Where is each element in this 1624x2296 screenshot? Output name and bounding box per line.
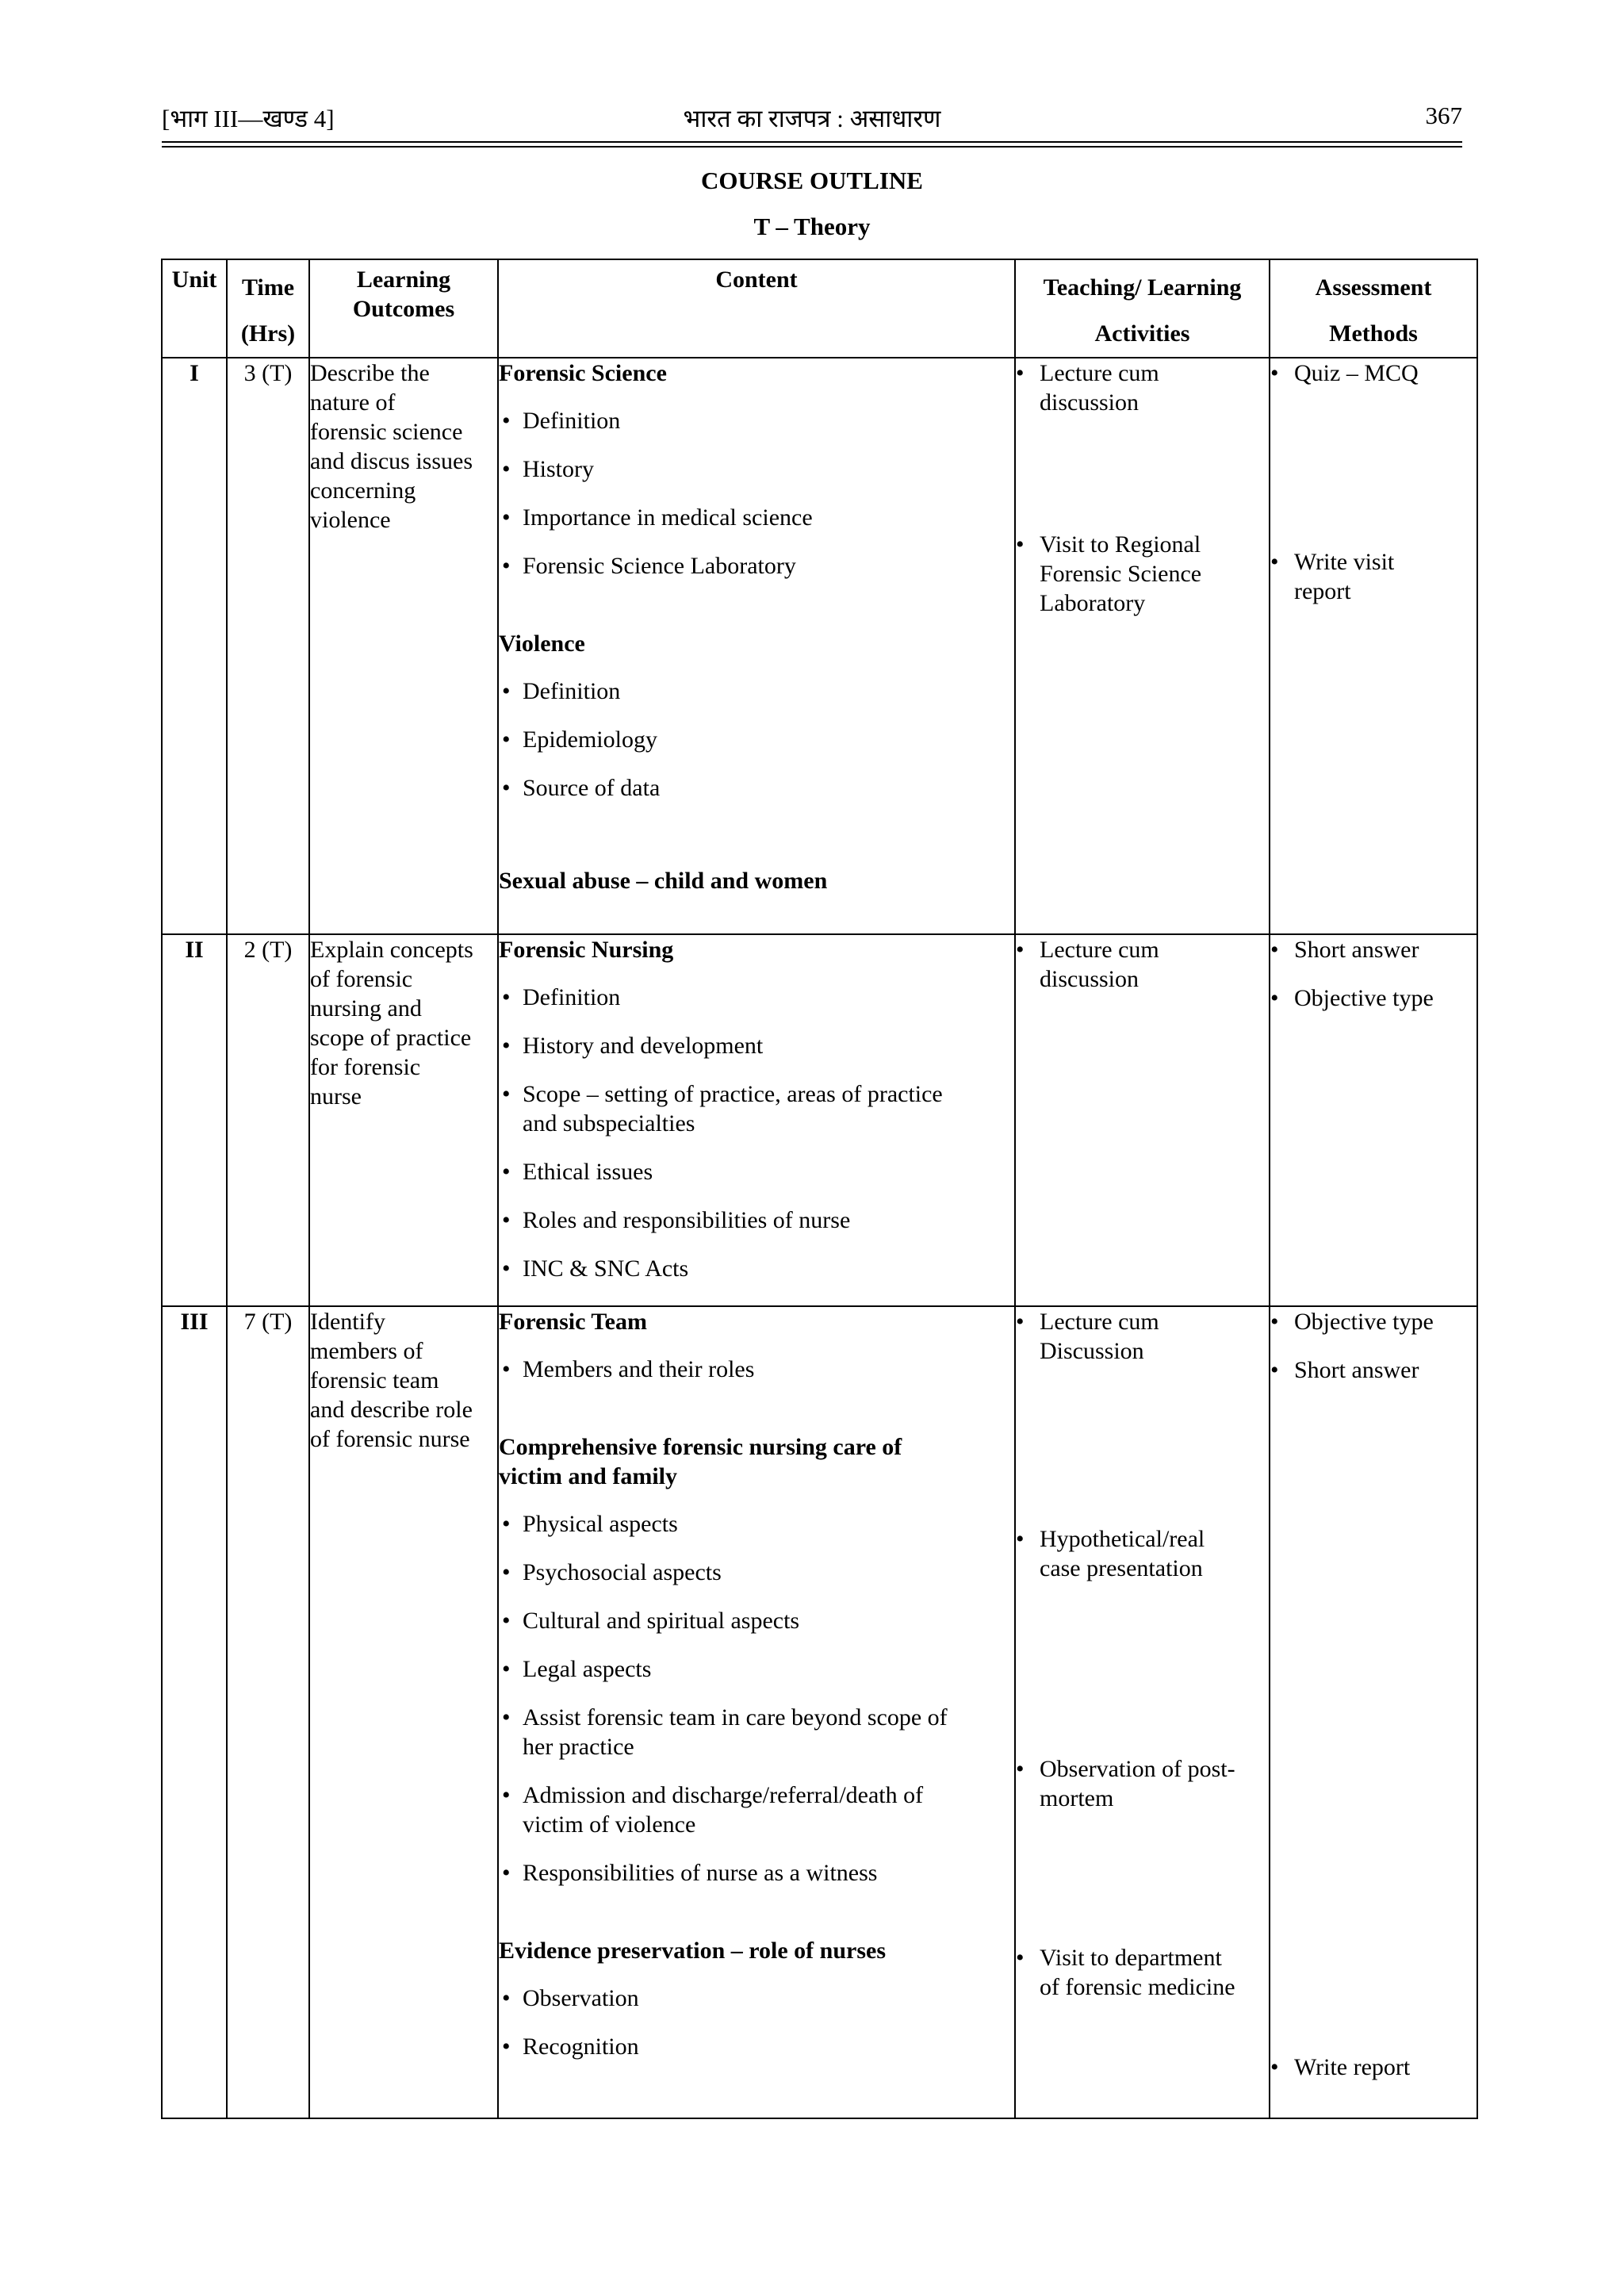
outcome-cell: Identify members of forensic team and describe role of forensic nurse	[309, 1306, 498, 2118]
list-item: • Roles and responsibilities of nurse	[502, 1207, 851, 1233]
list-item: • Importance in medical science	[502, 504, 813, 531]
list-item: • Source of data	[502, 775, 661, 801]
outcome-cell: Explain concepts of forensic nursing and scope of practice for forensic nurse	[309, 934, 498, 1306]
table-body	[162, 358, 1477, 2118]
content-heading: Forensic Science	[499, 360, 667, 386]
list-item: • INC & SNC Acts	[502, 1255, 689, 1282]
content-heading: Forensic Nursing	[499, 937, 674, 963]
list-item: • Assist forensic team in care beyond scope of her practice	[502, 1704, 948, 1760]
header-content: Content	[498, 259, 1015, 358]
header-unit: Unit	[162, 259, 227, 358]
list-item: • Recognition	[502, 2033, 639, 2060]
content-heading: Comprehensive forensic nursing care of victim and family	[499, 1434, 902, 1489]
header-gazette-name: भारत का राजपत्र : असाधारण	[683, 105, 941, 132]
content-heading: Forensic Team	[499, 1309, 647, 1335]
list-item: • Cultural and spiritual aspects	[502, 1608, 800, 1634]
list-item: • Physical aspects	[502, 1511, 678, 1537]
header-learning-outcomes: Learning Outcomes	[309, 259, 498, 358]
activities-cell	[1015, 934, 1270, 1306]
list-item: • Responsibilities of nurse as a witness	[502, 1860, 878, 1886]
list-item: • Definition	[502, 408, 621, 434]
list-item: • Hypothetical/real case presentation	[1016, 1526, 1205, 1581]
document-title: COURSE OUTLINE	[701, 167, 923, 194]
header-part-section: [भाग III—खण्ड 4]	[162, 105, 335, 132]
list-item: • Lecture cum discussion	[1016, 360, 1159, 416]
activities-cell	[1015, 1306, 1270, 2118]
list-item: • Quiz – MCQ	[1270, 360, 1419, 386]
list-item: • Write visit report	[1270, 549, 1395, 604]
list-item: • Legal aspects	[502, 1656, 652, 1682]
page-header	[162, 102, 1462, 133]
content-heading: Evidence preservation – role of nurses	[499, 1938, 887, 1964]
list-item: • Members and their roles	[502, 1356, 755, 1382]
header-assessment: Assessment Methods	[1270, 259, 1477, 358]
header-time: Time (Hrs)	[227, 259, 309, 358]
table-row	[162, 934, 1477, 1306]
activities-cell	[1015, 358, 1270, 934]
list-item: • Scope – setting of practice, areas of practice and subspecialties	[502, 1081, 943, 1137]
list-item: • Observation of post- mortem	[1016, 1756, 1235, 1811]
list-item: • History	[502, 456, 594, 482]
list-item: • Epidemiology	[502, 726, 657, 753]
list-item: • Objective type	[1270, 985, 1434, 1011]
list-item: • Objective type	[1270, 1309, 1434, 1335]
unit-cell: I	[162, 358, 227, 934]
content-cell	[498, 934, 1015, 1306]
header-activities: Teaching/ Learning Activities	[1015, 259, 1270, 358]
content-cell	[498, 1306, 1015, 2118]
list-item: • Lecture cum Discussion	[1016, 1309, 1159, 1364]
list-item: • Forensic Science Laboratory	[502, 553, 796, 579]
assessment-cell	[1270, 934, 1477, 1306]
list-item: • History and development	[502, 1033, 764, 1059]
list-item: • Observation	[502, 1985, 639, 2011]
assessment-cell	[1270, 358, 1477, 934]
list-item: • Visit to Regional Forensic Science Laboratory	[1016, 531, 1202, 616]
table-header-row	[162, 259, 1477, 358]
content-cell	[498, 358, 1015, 934]
list-item: • Admission and discharge/referral/death of victim of violence	[502, 1782, 924, 1838]
list-item: • Write report	[1270, 2054, 1411, 2080]
time-cell: 7 (T)	[227, 1306, 309, 2118]
unit-cell: III	[162, 1306, 227, 2118]
unit-cell: II	[162, 934, 227, 1306]
table-row	[162, 1306, 1477, 2118]
assessment-cell	[1270, 1306, 1477, 2118]
table-row	[162, 358, 1477, 934]
course-outline-table	[161, 259, 1478, 2119]
list-item: • Definition	[502, 984, 621, 1010]
list-item: • Psychosocial aspects	[502, 1559, 722, 1585]
time-cell: 3 (T)	[227, 358, 309, 934]
list-item: • Short answer	[1270, 937, 1419, 963]
list-item: • Short answer	[1270, 1357, 1419, 1383]
list-item: • Lecture cum discussion	[1016, 937, 1159, 992]
header-rule-top	[162, 141, 1462, 143]
page-number: 367	[1425, 102, 1462, 129]
time-cell: 2 (T)	[227, 934, 309, 1306]
list-item: • Visit to department of forensic medicine	[1016, 1945, 1235, 2000]
content-heading: Sexual abuse – child and women	[499, 868, 828, 894]
content-heading: Violence	[499, 631, 585, 657]
document-subtitle: T – Theory	[753, 213, 871, 240]
list-item: • Ethical issues	[502, 1159, 653, 1185]
outcome-cell: Describe the nature of forensic science and discus issues concerning violence	[309, 358, 498, 934]
header-rule-bottom	[162, 146, 1462, 148]
list-item: • Definition	[502, 678, 621, 704]
